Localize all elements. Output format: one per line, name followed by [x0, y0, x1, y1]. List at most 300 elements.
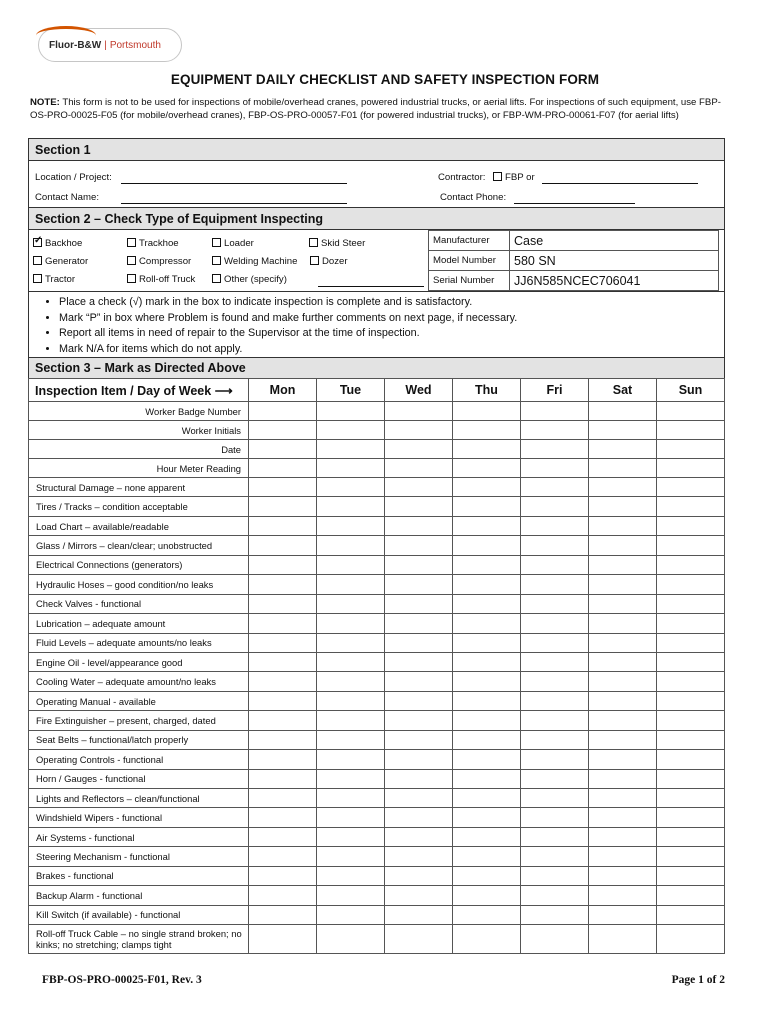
inspection-item-label: Electrical Connections (generators)	[29, 555, 249, 574]
fbp-checkbox-wrap	[493, 172, 535, 183]
model-label: Model Number	[429, 251, 510, 271]
note-label: NOTE:	[30, 97, 60, 108]
equipment-option-welding-machine[interactable]: Welding Machine	[212, 256, 297, 267]
inspection-cell-wed[interactable]	[385, 769, 453, 788]
inspection-cell-tue[interactable]	[317, 672, 385, 691]
inspection-cell-mon[interactable]	[249, 789, 317, 808]
inspection-cell-wed[interactable]	[385, 711, 453, 730]
inspection-cell-sun[interactable]	[657, 516, 725, 535]
inspection-cell-wed[interactable]	[385, 691, 453, 710]
inspection-cell-sat[interactable]	[589, 827, 657, 846]
inspection-cell-sun[interactable]	[657, 691, 725, 710]
contact-name-field[interactable]	[121, 202, 347, 204]
inspection-cell-tue[interactable]	[317, 478, 385, 497]
inspection-cell-fri[interactable]	[521, 691, 589, 710]
manufacturer-row	[429, 231, 719, 251]
model-value[interactable]: 580 SN	[510, 251, 719, 271]
inspection-item-row	[29, 847, 725, 866]
inspection-cell-wed[interactable]	[385, 789, 453, 808]
inspection-cell-mon[interactable]	[249, 691, 317, 710]
inspection-cell-mon[interactable]	[249, 847, 317, 866]
day-header-fri: Fri	[521, 379, 589, 402]
other-specify-field[interactable]	[318, 285, 424, 287]
inspection-cell-tue[interactable]	[317, 440, 385, 459]
inspection-cell-tue[interactable]	[317, 925, 385, 954]
inspection-cell-sat[interactable]	[589, 808, 657, 827]
inspection-cell-sun[interactable]	[657, 478, 725, 497]
inspection-cell-sat[interactable]	[589, 925, 657, 954]
inspection-cell-sun[interactable]	[657, 711, 725, 730]
inspection-item-label: Operating Manual - available	[29, 691, 249, 710]
inspection-cell-tue[interactable]	[317, 652, 385, 671]
inspection-cell-sat[interactable]	[589, 652, 657, 671]
inspection-cell-sat[interactable]	[589, 847, 657, 866]
inspection-cell-wed[interactable]	[385, 750, 453, 769]
inspection-cell-wed[interactable]	[385, 536, 453, 555]
inspection-item-label: Operating Controls - functional	[29, 750, 249, 769]
inspection-item-row	[29, 730, 725, 749]
instruction-item: • Place a check (√) mark in the box to indicate inspection is complete and is satisfactory.	[59, 295, 724, 311]
inspection-cell-thu[interactable]	[453, 827, 521, 846]
inspection-cell-mon[interactable]	[249, 402, 317, 421]
equipment-option-compressor[interactable]: Compressor	[127, 256, 191, 267]
inspection-cell-tue[interactable]	[317, 905, 385, 924]
inspection-cell-mon[interactable]	[249, 516, 317, 535]
inspection-cell-fri[interactable]	[521, 614, 589, 633]
inspection-cell-thu[interactable]	[453, 594, 521, 613]
inspection-cell-fri[interactable]	[521, 440, 589, 459]
inspection-cell-thu[interactable]	[453, 402, 521, 421]
inspection-cell-tue[interactable]	[317, 497, 385, 516]
inspection-cell-fri[interactable]	[521, 594, 589, 613]
inspection-cell-tue[interactable]	[317, 769, 385, 788]
equipment-option-dozer[interactable]: Dozer	[310, 256, 348, 267]
contact-phone-field[interactable]	[514, 202, 635, 204]
inspection-cell-sat[interactable]	[589, 614, 657, 633]
inspection-cell-sat[interactable]	[589, 905, 657, 924]
inspection-cell-sat[interactable]	[589, 421, 657, 440]
generator-checkbox[interactable]	[33, 256, 42, 265]
inspection-cell-tue[interactable]	[317, 789, 385, 808]
inspection-item-row	[29, 886, 725, 905]
inspection-cell-thu[interactable]	[453, 614, 521, 633]
inspection-item-row	[29, 614, 725, 633]
inspection-cell-thu[interactable]	[453, 730, 521, 749]
inspection-cell-fri[interactable]	[521, 925, 589, 954]
inspection-cell-wed[interactable]	[385, 808, 453, 827]
inspection-cell-wed[interactable]	[385, 575, 453, 594]
inspection-item-row	[29, 769, 725, 788]
inspection-cell-fri[interactable]	[521, 847, 589, 866]
inspection-cell-tue[interactable]	[317, 633, 385, 652]
inspection-item-row	[29, 516, 725, 535]
inspection-item-row	[29, 711, 725, 730]
inspection-cell-wed[interactable]	[385, 478, 453, 497]
inspection-cell-mon[interactable]	[249, 769, 317, 788]
contractor-field[interactable]	[542, 182, 698, 184]
inspection-cell-sun[interactable]	[657, 925, 725, 954]
inspection-item-label: Seat Belts – functional/latch properly	[29, 730, 249, 749]
inspection-header-row	[29, 379, 725, 402]
worker-info-row	[29, 440, 725, 459]
inspection-cell-fri[interactable]	[521, 459, 589, 478]
equipment-option-roll-off-truck[interactable]: Roll-off Truck	[127, 274, 195, 285]
inspection-cell-sat[interactable]	[589, 497, 657, 516]
worker-info-row	[29, 402, 725, 421]
inspection-cell-sat[interactable]	[589, 536, 657, 555]
inspection-cell-sat[interactable]	[589, 866, 657, 885]
inspection-item-row	[29, 633, 725, 652]
inspection-cell-tue[interactable]	[317, 402, 385, 421]
skid-steer-checkbox[interactable]	[309, 238, 318, 247]
tractor-checkbox[interactable]	[33, 274, 42, 283]
inspection-cell-fri[interactable]	[521, 769, 589, 788]
inspection-cell-sat[interactable]	[589, 516, 657, 535]
inspection-cell-thu[interactable]	[453, 516, 521, 535]
arrow-right-icon: ⟶	[214, 383, 233, 398]
inspection-cell-fri[interactable]	[521, 497, 589, 516]
inspection-cell-wed[interactable]	[385, 652, 453, 671]
inspection-cell-mon[interactable]	[249, 421, 317, 440]
logo-swoosh-icon	[36, 26, 96, 45]
trackhoe-checkbox[interactable]	[127, 238, 136, 247]
equipment-option-trackhoe[interactable]: Trackhoe	[127, 238, 179, 249]
inspection-item-row	[29, 789, 725, 808]
inspection-cell-thu[interactable]	[453, 847, 521, 866]
inspection-cell-sun[interactable]	[657, 769, 725, 788]
inspection-cell-mon[interactable]	[249, 575, 317, 594]
inspection-cell-fri[interactable]	[521, 536, 589, 555]
equipment-option-skid-steer[interactable]: Skid Steer	[309, 238, 365, 249]
inspection-cell-tue[interactable]	[317, 827, 385, 846]
inspection-item-label: Worker Badge Number	[29, 402, 249, 421]
roll-off-truck-checkbox[interactable]	[127, 274, 136, 283]
inspection-cell-wed[interactable]	[385, 402, 453, 421]
section-1-heading: Section 1	[29, 139, 724, 161]
inspection-cell-wed[interactable]	[385, 440, 453, 459]
inspection-cell-thu[interactable]	[453, 789, 521, 808]
logo-divider: |	[104, 39, 107, 51]
inspection-cell-sun[interactable]	[657, 536, 725, 555]
inspection-cell-tue[interactable]	[317, 730, 385, 749]
inspection-cell-sat[interactable]	[589, 750, 657, 769]
inspection-item-row	[29, 750, 725, 769]
inspection-cell-sat[interactable]	[589, 789, 657, 808]
inspection-cell-tue[interactable]	[317, 711, 385, 730]
inspection-cell-wed[interactable]	[385, 925, 453, 954]
worker-info-row	[29, 459, 725, 478]
inspection-cell-mon[interactable]	[249, 827, 317, 846]
inspection-cell-wed[interactable]	[385, 827, 453, 846]
inspection-item-row	[29, 827, 725, 846]
day-header-mon: Mon	[249, 379, 317, 402]
inspection-cell-wed[interactable]	[385, 866, 453, 885]
inspection-cell-thu[interactable]	[453, 866, 521, 885]
inspection-cell-fri[interactable]	[521, 750, 589, 769]
inspection-cell-tue[interactable]	[317, 459, 385, 478]
inspection-cell-fri[interactable]	[521, 672, 589, 691]
inspection-cell-sat[interactable]	[589, 691, 657, 710]
inspection-cell-sun[interactable]	[657, 575, 725, 594]
inspection-cell-sun[interactable]	[657, 652, 725, 671]
inspection-cell-sat[interactable]	[589, 575, 657, 594]
inspection-cell-fri[interactable]	[521, 555, 589, 574]
worker-info-row	[29, 421, 725, 440]
inspection-item-label: Lubrication – adequate amount	[29, 614, 249, 633]
manufacturer-label: Manufacturer	[429, 231, 510, 251]
inspection-cell-thu[interactable]	[453, 750, 521, 769]
inspection-cell-mon[interactable]	[249, 614, 317, 633]
inspection-cell-tue[interactable]	[317, 886, 385, 905]
equipment-option-other[interactable]: Other (specify)	[212, 274, 287, 285]
equipment-option-tractor[interactable]: Tractor	[33, 274, 75, 285]
equipment-option-loader[interactable]: Loader	[212, 238, 254, 249]
inspection-cell-tue[interactable]	[317, 808, 385, 827]
inspection-cell-sun[interactable]	[657, 497, 725, 516]
inspection-cell-sat[interactable]	[589, 594, 657, 613]
inspection-cell-sun[interactable]	[657, 459, 725, 478]
inspection-cell-mon[interactable]	[249, 555, 317, 574]
inspection-cell-fri[interactable]	[521, 789, 589, 808]
inspection-cell-mon[interactable]	[249, 711, 317, 730]
inspection-cell-tue[interactable]	[317, 866, 385, 885]
inspection-cell-thu[interactable]	[453, 575, 521, 594]
inspection-cell-fri[interactable]	[521, 652, 589, 671]
page-number: Page 1 of 2	[671, 974, 725, 986]
inspection-cell-wed[interactable]	[385, 555, 453, 574]
inspection-body	[29, 402, 725, 954]
inspection-cell-mon[interactable]	[249, 478, 317, 497]
inspection-cell-sun[interactable]	[657, 905, 725, 924]
inspection-item-label: Hydraulic Hoses – good condition/no leaks	[29, 575, 249, 594]
logo-company: Fluor-B&W	[49, 39, 102, 51]
manufacturer-value[interactable]: Case	[510, 231, 719, 251]
inspection-cell-thu[interactable]	[453, 633, 521, 652]
inspection-item-label: Fire Extinguisher – present, charged, dated	[29, 711, 249, 730]
serial-row	[429, 271, 719, 291]
inspection-cell-wed[interactable]	[385, 905, 453, 924]
inspection-cell-mon[interactable]	[249, 497, 317, 516]
contact-name-label: Contact Name:	[35, 192, 99, 203]
inspection-item-row	[29, 866, 725, 885]
contact-phone-label: Contact Phone:	[440, 192, 507, 203]
inspection-cell-tue[interactable]	[317, 594, 385, 613]
inspection-cell-sun[interactable]	[657, 672, 725, 691]
inspection-cell-wed[interactable]	[385, 847, 453, 866]
inspection-cell-mon[interactable]	[249, 730, 317, 749]
inspection-cell-tue[interactable]	[317, 421, 385, 440]
inspection-cell-wed[interactable]	[385, 614, 453, 633]
inspection-cell-wed[interactable]	[385, 497, 453, 516]
fbp-checkbox[interactable]	[493, 172, 502, 181]
inspection-cell-fri[interactable]	[521, 886, 589, 905]
inspection-cell-fri[interactable]	[521, 711, 589, 730]
instruction-item: • Mark “P” in box where Problem is found and make further comments on next page, if necessary.	[59, 311, 724, 327]
inspection-cell-thu[interactable]	[453, 652, 521, 671]
inspection-cell-mon[interactable]	[249, 808, 317, 827]
inspection-cell-thu[interactable]	[453, 478, 521, 497]
inspection-item-label: Glass / Mirrors – clean/clear; unobstructed	[29, 536, 249, 555]
inspection-item-label: Windshield Wipers - functional	[29, 808, 249, 827]
inspection-item-row	[29, 575, 725, 594]
section-3-heading: Section 3 – Mark as Directed Above	[29, 358, 724, 379]
day-header-sun: Sun	[657, 379, 725, 402]
instructions-list	[29, 295, 724, 357]
inspection-cell-mon[interactable]	[249, 672, 317, 691]
inspection-cell-wed[interactable]	[385, 594, 453, 613]
inspection-cell-sat[interactable]	[589, 459, 657, 478]
inspection-cell-sun[interactable]	[657, 866, 725, 885]
inspection-cell-sun[interactable]	[657, 847, 725, 866]
inspection-cell-wed[interactable]	[385, 516, 453, 535]
inspection-cell-sun[interactable]	[657, 402, 725, 421]
inspection-item-row	[29, 497, 725, 516]
inspection-cell-mon[interactable]	[249, 459, 317, 478]
section-2	[28, 207, 725, 292]
inspection-item-label: Tires / Tracks – condition acceptable	[29, 497, 249, 516]
day-header-wed: Wed	[385, 379, 453, 402]
inspection-cell-thu[interactable]	[453, 886, 521, 905]
loader-checkbox[interactable]	[212, 238, 221, 247]
inspection-cell-tue[interactable]	[317, 847, 385, 866]
inspection-cell-sun[interactable]	[657, 594, 725, 613]
inspection-cell-wed[interactable]	[385, 886, 453, 905]
inspection-cell-sun[interactable]	[657, 730, 725, 749]
inspection-cell-mon[interactable]	[249, 536, 317, 555]
inspection-cell-sat[interactable]	[589, 711, 657, 730]
inspection-cell-sun[interactable]	[657, 750, 725, 769]
inspection-cell-fri[interactable]	[521, 421, 589, 440]
form-note	[30, 97, 730, 122]
inspection-table-wrap	[28, 378, 725, 954]
welding-machine-checkbox[interactable]	[212, 256, 221, 265]
inspection-cell-mon[interactable]	[249, 440, 317, 459]
inspection-cell-sun[interactable]	[657, 808, 725, 827]
inspection-cell-sun[interactable]	[657, 440, 725, 459]
inspection-cell-thu[interactable]	[453, 808, 521, 827]
inspection-cell-sun[interactable]	[657, 633, 725, 652]
inspection-cell-wed[interactable]	[385, 459, 453, 478]
inspection-cell-sat[interactable]	[589, 886, 657, 905]
inspection-cell-thu[interactable]	[453, 925, 521, 954]
inspection-item-row	[29, 905, 725, 924]
inspection-cell-wed[interactable]	[385, 633, 453, 652]
other-checkbox[interactable]	[212, 274, 221, 283]
form-number: FBP-OS-PRO-00025-F01, Rev. 3	[42, 974, 202, 986]
inspection-cell-tue[interactable]	[317, 614, 385, 633]
inspection-cell-fri[interactable]	[521, 402, 589, 421]
instruction-item: • Mark N/A for items which do not apply.	[59, 342, 724, 358]
day-header-sat: Sat	[589, 379, 657, 402]
inspection-cell-wed[interactable]	[385, 672, 453, 691]
inspection-cell-mon[interactable]	[249, 750, 317, 769]
inspection-cell-thu[interactable]	[453, 440, 521, 459]
serial-value[interactable]: JJ6N585NCEC706041	[510, 271, 719, 291]
inspection-cell-mon[interactable]	[249, 886, 317, 905]
note-text: This form is not to be used for inspections of mobile/overhead cranes, powered industrial trucks, or aerial lifts. For inspections of such equipment, use FBP-OS-PRO-00025-F05 (for mobile/overhead cranes), FBP-OS-PRO-00057-F01 (for powered industrial trucks), or FBP-WM-PRO-00061-F07 (for aerial lifts)	[30, 97, 721, 121]
inspection-item-label: Date	[29, 440, 249, 459]
inspection-cell-sun[interactable]	[657, 886, 725, 905]
inspection-cell-tue[interactable]	[317, 536, 385, 555]
inspection-cell-mon[interactable]	[249, 594, 317, 613]
inspection-cell-sat[interactable]	[589, 633, 657, 652]
inspection-cell-sat[interactable]	[589, 672, 657, 691]
inspection-cell-sat[interactable]	[589, 769, 657, 788]
inspection-cell-sat[interactable]	[589, 440, 657, 459]
inspection-cell-sat[interactable]	[589, 555, 657, 574]
location-field[interactable]	[121, 182, 347, 184]
inspection-cell-sat[interactable]	[589, 402, 657, 421]
inspection-cell-thu[interactable]	[453, 459, 521, 478]
inspection-cell-thu[interactable]	[453, 711, 521, 730]
inspection-cell-thu[interactable]	[453, 421, 521, 440]
inspection-cell-tue[interactable]	[317, 691, 385, 710]
inspection-cell-mon[interactable]	[249, 925, 317, 954]
inspection-cell-sun[interactable]	[657, 555, 725, 574]
inspection-item-row	[29, 691, 725, 710]
inspection-cell-fri[interactable]	[521, 730, 589, 749]
inspection-cell-thu[interactable]	[453, 769, 521, 788]
inspection-cell-fri[interactable]	[521, 808, 589, 827]
inspection-item-label: Check Valves - functional	[29, 594, 249, 613]
equipment-option-generator[interactable]: Generator	[33, 256, 88, 267]
inspection-cell-sat[interactable]	[589, 478, 657, 497]
inspection-cell-sun[interactable]	[657, 614, 725, 633]
form-title: EQUIPMENT DAILY CHECKLIST AND SAFETY INSPECTION FORM	[170, 72, 600, 87]
inspection-cell-thu[interactable]	[453, 497, 521, 516]
inspection-cell-tue[interactable]	[317, 516, 385, 535]
inspection-cell-thu[interactable]	[453, 672, 521, 691]
inspection-cell-thu[interactable]	[453, 536, 521, 555]
dozer-checkbox[interactable]	[310, 256, 319, 265]
compressor-checkbox[interactable]	[127, 256, 136, 265]
inspection-item-row	[29, 808, 725, 827]
inspection-cell-thu[interactable]	[453, 691, 521, 710]
inspection-cell-fri[interactable]	[521, 575, 589, 594]
inspection-cell-sun[interactable]	[657, 827, 725, 846]
inspection-cell-tue[interactable]	[317, 575, 385, 594]
inspection-cell-fri[interactable]	[521, 866, 589, 885]
inspection-cell-tue[interactable]	[317, 750, 385, 769]
inspection-cell-wed[interactable]	[385, 730, 453, 749]
inspection-cell-fri[interactable]	[521, 478, 589, 497]
inspection-table	[28, 378, 725, 954]
inspection-cell-thu[interactable]	[453, 905, 521, 924]
inspection-item-label: Worker Initials	[29, 421, 249, 440]
inspection-cell-mon[interactable]	[249, 866, 317, 885]
equipment-option-backhoe[interactable]: ✓Backhoe	[33, 238, 82, 249]
inspection-item-row	[29, 925, 725, 954]
backhoe-checkbox[interactable]	[33, 238, 42, 247]
inspection-item-label: Hour Meter Reading	[29, 459, 249, 478]
inspection-item-label: Kill Switch (if available) - functional	[29, 905, 249, 924]
inspection-item-label: Backup Alarm - functional	[29, 886, 249, 905]
inspection-cell-sun[interactable]	[657, 789, 725, 808]
inspection-cell-mon[interactable]	[249, 652, 317, 671]
inspection-cell-fri[interactable]	[521, 633, 589, 652]
inspection-cell-wed[interactable]	[385, 421, 453, 440]
inspection-cell-fri[interactable]	[521, 905, 589, 924]
inspection-cell-sat[interactable]	[589, 730, 657, 749]
inspection-cell-mon[interactable]	[249, 633, 317, 652]
inspection-cell-thu[interactable]	[453, 555, 521, 574]
inspection-cell-fri[interactable]	[521, 516, 589, 535]
model-row	[429, 251, 719, 271]
inspection-cell-fri[interactable]	[521, 827, 589, 846]
inspection-cell-tue[interactable]	[317, 555, 385, 574]
inspection-cell-sun[interactable]	[657, 421, 725, 440]
inspection-cell-mon[interactable]	[249, 905, 317, 924]
